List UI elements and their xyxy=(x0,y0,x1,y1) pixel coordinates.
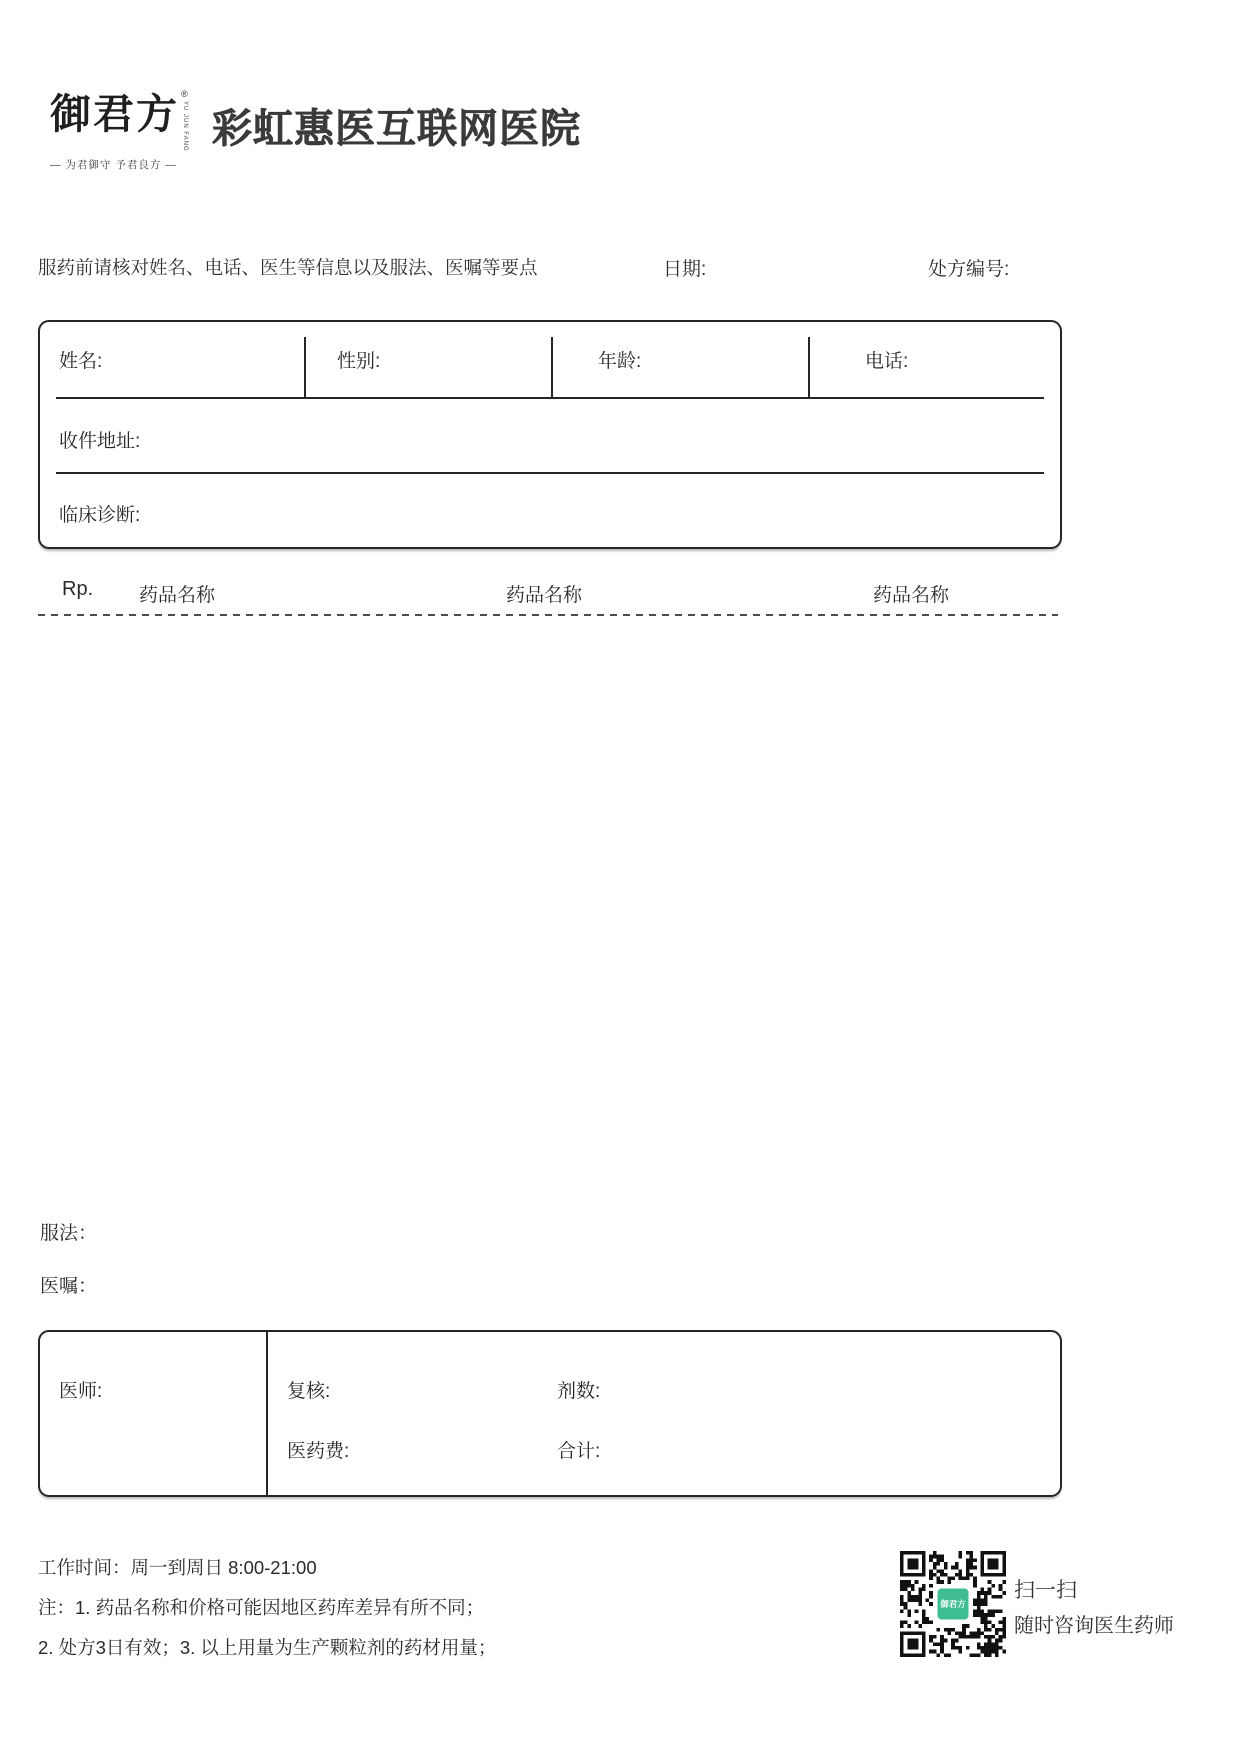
review-label: 复核: xyxy=(287,1381,331,1402)
patient-info-row xyxy=(40,322,1060,397)
scan-qr-label: 扫一扫 xyxy=(1014,1579,1077,1602)
registered-trademark-icon: ® xyxy=(181,89,188,99)
signature-fee-box xyxy=(38,1330,1062,1497)
drug-name-column-header: 药品名称 xyxy=(873,585,950,606)
note-line-2: 2. 处方3日有效；3. 以上用量为生产颗粒剂的药材用量； xyxy=(38,1637,497,1658)
drug-name-column-header: 药品名称 xyxy=(506,585,583,606)
qr-center-logo xyxy=(937,1588,968,1619)
cell-divider xyxy=(808,337,810,397)
brand-tagline: — 为君御守 予君良方 — xyxy=(50,158,177,171)
patient-info-box xyxy=(38,320,1062,549)
gender-field-label: 性别: xyxy=(337,351,381,372)
medicine-fee-label: 医药费: xyxy=(287,1441,350,1462)
drug-name-column-header: 药品名称 xyxy=(139,585,216,606)
date-label: 日期: xyxy=(663,259,707,280)
rp-label: Rp. xyxy=(62,578,94,600)
usage-method-label: 服法： xyxy=(40,1223,98,1244)
dose-count-label: 剂数: xyxy=(557,1381,601,1402)
brand-logo-text: 御君方 xyxy=(50,90,179,138)
brand-logo-pinyin: YU JUN FANG xyxy=(182,101,188,152)
address-field-label: 收件地址: xyxy=(59,431,141,452)
cell-divider xyxy=(304,337,306,397)
row-divider xyxy=(56,472,1044,474)
total-label: 合计: xyxy=(557,1441,601,1462)
cell-divider xyxy=(266,1332,268,1495)
brand-logo xyxy=(50,88,210,172)
name-field-label: 姓名: xyxy=(59,351,103,372)
qr-code xyxy=(900,1551,1006,1657)
phone-field-label: 电话: xyxy=(865,351,909,372)
prescription-number-label: 处方编号: xyxy=(928,259,1010,280)
note-line-1: 注：1. 药品名称和价格可能因地区药库差异有所不同； xyxy=(38,1597,485,1618)
work-hours-text: 工作时间：周一到周日 8:00-21:00 xyxy=(38,1557,317,1578)
dashed-separator xyxy=(38,614,1058,616)
physician-label: 医师: xyxy=(59,1381,103,1402)
age-field-label: 年龄: xyxy=(598,351,642,372)
scan-qr-description: 随时咨询医生药师 xyxy=(1014,1615,1174,1637)
hospital-name-title: 彩虹惠医互联网医院 xyxy=(212,107,581,151)
qr-center-logo-text: 御君方 xyxy=(940,1598,966,1609)
cell-divider xyxy=(551,337,553,397)
check-reminder-text: 服药前请核对姓名、电话、医生等信息以及服法、医嘱等要点 xyxy=(38,257,538,278)
doctor-advice-label: 医嘱： xyxy=(40,1276,98,1297)
row-divider xyxy=(56,397,1044,399)
diagnosis-field-label: 临床诊断: xyxy=(59,505,141,526)
